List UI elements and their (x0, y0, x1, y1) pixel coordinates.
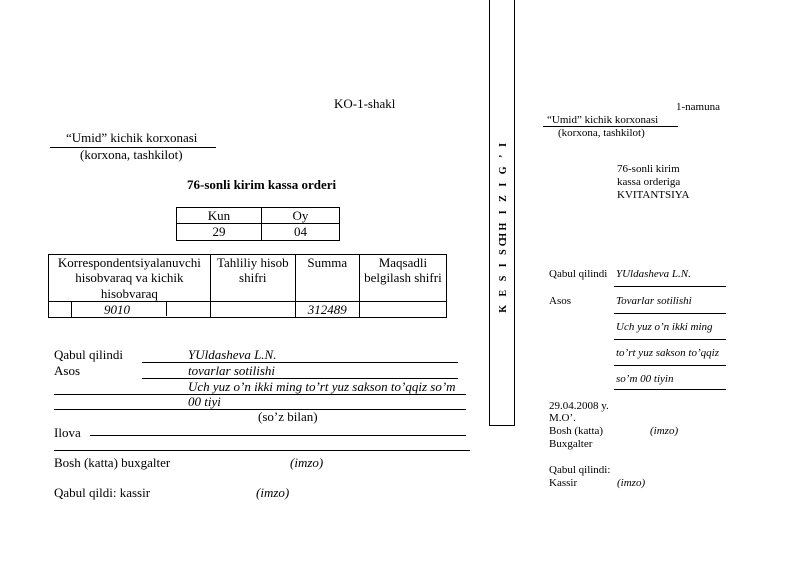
account-divider (166, 301, 167, 316)
org-caption: (korxona, tashkilot) (80, 147, 183, 162)
cashier-label: Qabul qildi: kassir (54, 485, 151, 500)
amount-caption: (so’z bilan) (258, 409, 318, 424)
receipt-title-2: kassa orderiga (617, 176, 681, 188)
receipt-basis-line (614, 313, 726, 314)
receipt-words-3: so’m 00 tiyin (616, 373, 674, 385)
chief-accountant-label: Bosh (katta) buxgalter (54, 455, 171, 470)
receipt-words-line-2 (614, 365, 726, 366)
received-from-value: YUldasheva L.N. (188, 347, 277, 362)
row-sum: 312489 (295, 301, 359, 317)
row-purpose (359, 301, 446, 317)
receipt-org-name: “Umid” kichik korxonasi (547, 114, 659, 126)
receipt-cashier-label-1: Qabul qilindi: (549, 464, 611, 476)
form-code: KO-1-shakl (334, 96, 396, 111)
receipt-cashier-signature: (imzo) (617, 477, 646, 489)
receipt-words-1: Uch yuz o’n ikki ming (616, 321, 713, 333)
main-table (48, 254, 447, 318)
receipt-date: 29.04.2008 y. (549, 400, 609, 412)
receipt-basis-label: Asos (549, 295, 572, 307)
basis-label: Asos (54, 363, 81, 378)
row-analytic (210, 301, 295, 317)
basis-value: tovarlar sotilishi (188, 363, 276, 378)
receipt-title-3: KVITANTSIYA (617, 189, 690, 201)
receipt-received-from-line (614, 286, 726, 287)
receipt-org-caption: (korxona, tashkilot) (558, 127, 645, 139)
row-spacer (49, 301, 72, 317)
amount-line-1 (54, 394, 466, 395)
receipt-sample-label: 1-namuna (676, 101, 720, 113)
cashier-signature: (imzo) (256, 485, 290, 500)
day-label: Kun (177, 208, 262, 224)
month-label: Oy (262, 208, 340, 224)
attachment-line (90, 435, 466, 436)
chief-accountant-signature: (imzo) (290, 455, 324, 470)
row-account: 9010 (72, 301, 211, 317)
order-title: 76-sonli kirim kassa orderi (187, 177, 337, 192)
org-name: “Umid” kichik korxonasi (66, 130, 198, 145)
receipt-words-2: to’rt yuz sakson to’qqiz (616, 347, 719, 359)
received-from-label: Qabul qilindi (54, 347, 123, 362)
receipt-received-from-label: Qabul qilindi (549, 268, 608, 280)
amount-words-1: Uch yuz o’n ikki ming to’rt yuz sakson to’qqiz so’m (188, 379, 456, 394)
receipt-words-line-1 (614, 339, 726, 340)
receipt-title-1: 76-sonli kirim (617, 163, 680, 175)
receipt-received-from-value: YUldasheva L.N. (616, 268, 691, 280)
attachment-line-2 (54, 450, 470, 451)
receipt-basis-value: Tovarlar sotilishi (616, 295, 692, 307)
header-sum: Summa (295, 255, 359, 302)
receipt-chief-label-1: Bosh (katta) (549, 425, 604, 437)
receipt-chief-signature: (imzo) (650, 425, 679, 437)
receipt-cashier-label-2: Kassir (549, 477, 578, 489)
header-purpose-code: Maqsadli belgilash shifri (359, 255, 446, 302)
day-value: 29 (177, 224, 262, 240)
receipt-stamp: M.O’. (549, 412, 576, 424)
cut-line-left-text: K E S I S H (498, 230, 509, 313)
header-correspondent-account: Korrespondentsiyalanuvchi hisobvaraq va kichik hisobvaraq (49, 255, 211, 302)
amount-words-2: 00 tiyi (188, 394, 221, 409)
receipt-chief-label-2: Buxgalter (549, 438, 593, 450)
attachment-label: Ilova (54, 425, 81, 440)
receipt-words-line-3 (614, 389, 726, 390)
month-value: 04 (262, 224, 340, 240)
cut-line-right-text: C H I Z I G ’ I (498, 140, 509, 247)
date-table (176, 207, 340, 241)
header-analytic-code: Tahliliy hisob shifri (210, 255, 295, 302)
